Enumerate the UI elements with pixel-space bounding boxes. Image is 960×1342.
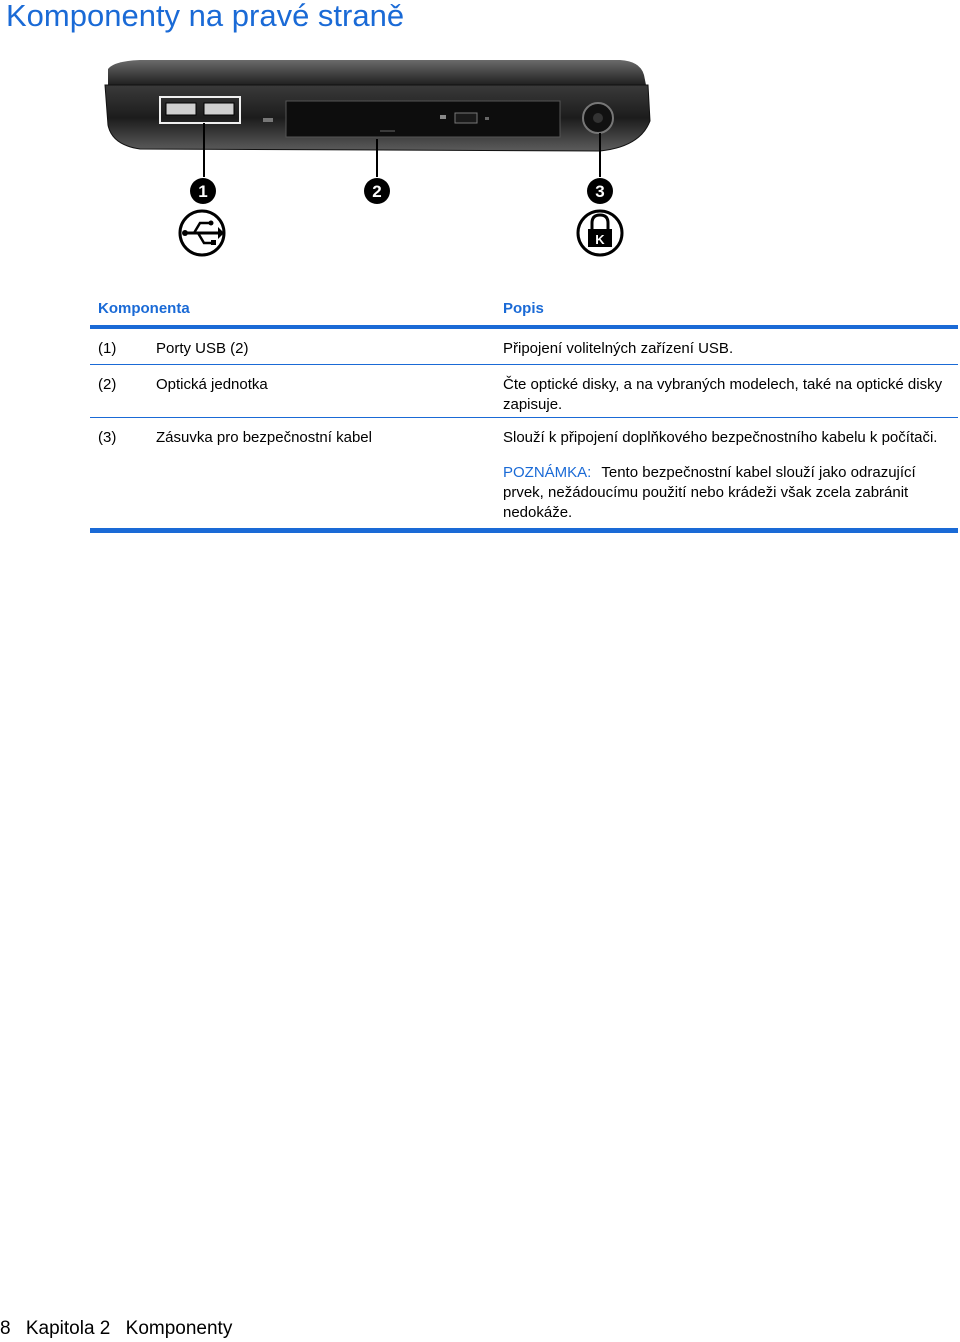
table-row bbox=[90, 418, 958, 533]
component-name: Porty USB (2) bbox=[156, 340, 249, 357]
row-number: (2) bbox=[98, 376, 117, 393]
laptop-right-side-illustration bbox=[100, 55, 660, 265]
component-name: Zásuvka pro bezpečnostní kabel bbox=[156, 429, 372, 446]
component-description: Připojení volitelných zařízení USB. bbox=[503, 340, 734, 357]
page-footer bbox=[0, 1318, 242, 1340]
note-text: Tento bezpečnostní kabel slouží jako odrazující prvek, nežádoucímu použití nebo krádeži však zcela zabránit nedokáže. bbox=[503, 464, 916, 521]
security-slot bbox=[583, 103, 613, 133]
page-title: Komponenty na pravé straně bbox=[6, 0, 405, 33]
component-name: Optická jednotka bbox=[156, 376, 268, 393]
row-number: (1) bbox=[98, 340, 117, 357]
component-description: Slouží k připojení doplňkového bezpečnostního kabelu k počítači. bbox=[503, 429, 938, 446]
note bbox=[503, 463, 953, 523]
components-table bbox=[90, 285, 958, 533]
optical-drive bbox=[286, 101, 560, 137]
svg-text:2: 2 bbox=[372, 182, 382, 201]
column-header-description: Popis bbox=[503, 300, 544, 317]
row-number: (3) bbox=[98, 429, 117, 446]
svg-text:3: 3 bbox=[595, 182, 605, 201]
note-label: POZNÁMKA: bbox=[503, 464, 592, 481]
svg-text:1: 1 bbox=[198, 182, 208, 201]
page-number: 8 bbox=[0, 1318, 11, 1339]
lock-icon bbox=[578, 211, 622, 255]
callout-1 bbox=[190, 178, 216, 204]
table-header bbox=[90, 285, 958, 329]
column-header-component: Komponenta bbox=[98, 300, 190, 317]
table-row bbox=[90, 329, 958, 365]
svg-text:K: K bbox=[595, 232, 605, 247]
callout-2 bbox=[364, 178, 390, 204]
callout-3 bbox=[587, 178, 613, 204]
chapter-title: Komponenty bbox=[125, 1318, 233, 1339]
component-description: Čte optické disky, a na vybraných modelech, také na optické disky zapisuje. bbox=[503, 376, 943, 413]
table-row bbox=[90, 365, 958, 418]
chapter-label: Kapitola 2 bbox=[25, 1318, 111, 1339]
usb-icon bbox=[180, 211, 224, 255]
